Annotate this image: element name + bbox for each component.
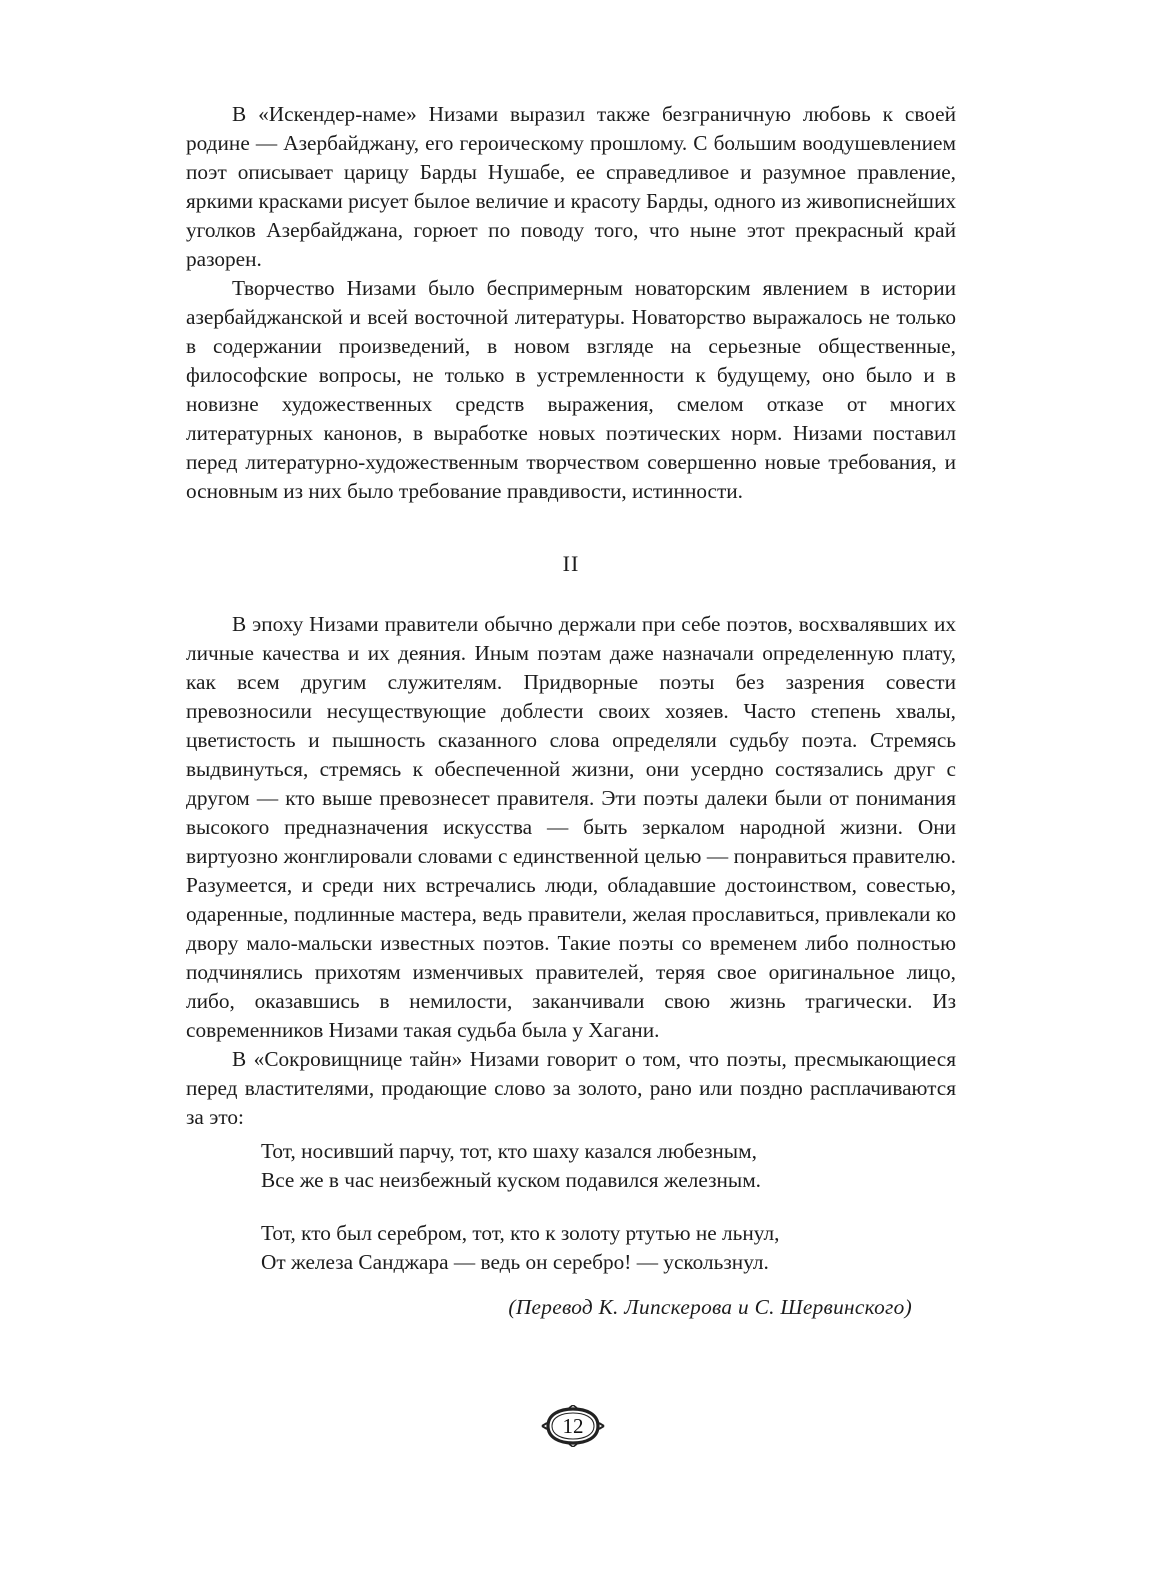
paragraph: В «Искендер-наме» Низами выразил также безграничную любовь к своей родине — Азербайджану, его героическому прошлому. С большим воодушевлением поэт описывает царицу Барды Нушабе, ее справедливое и разумное правление, яркими красками рисует былое величие и красоту Барды, одного из живописнейших уголков Азербайджана, горюет по поводу того, что ныне этот прекрасный край разорен. [186, 102, 956, 271]
verse-line: Тот, кто был серебром, тот, кто к золоту ртутью не льнул, [261, 1221, 780, 1245]
paragraph: Творчество Низами было беспримерным новаторским явлением в истории азербайджанской и всей восточной литературы. Новаторство выражалось не только в содержании произведений, в новом взгляде на серьезные общественные, философские вопросы, не только в устремленности к будущему, оно было и в новизне художественных средств выражения, смелом отказе от многих литературных канонов, в выработке новых поэтических норм. Низами поставил перед литературно-художественным творчеством совершенно новые требования, и основным из них было требование правдивости, истинности. [186, 276, 956, 503]
verse-stanza [261, 1137, 956, 1195]
verse-line: От железа Санджара — ведь он серебро! — ускользнул. [261, 1250, 769, 1274]
section-heading: II [562, 551, 580, 576]
paragraph: В «Сокровищнице тайн» Низами говорит о том, что поэты, пресмыкающиеся перед властителями, продающие слово за золото, рано или поздно расплачиваются за это: [186, 1047, 956, 1129]
document-body [186, 100, 956, 1322]
page-number [540, 1405, 606, 1447]
verse-quote [261, 1137, 956, 1277]
verse-stanza [261, 1219, 956, 1277]
translation-attribution: (Перевод К. Липскерова и С. Шервинского) [508, 1295, 912, 1319]
verse-line: Тот, носивший парчу, тот, кто шаху казался любезным, [261, 1139, 757, 1163]
paragraph: В эпоху Низами правители обычно держали при себе поэтов, восхвалявших их личные качества и их деяния. Иным поэтам даже назначали определенную плату, как всем другим служителям. Придворные поэты без зазрения совести превозносили несуществующие доблести своих хозяев. Часто степень хвалы, цветистость и пышность сказанного слова определяли судьбу поэта. Стремясь выдвинуться, стремясь к обеспеченной жизни, они усердно состязались друг с другом — кто выше превознесет правителя. Эти поэты далеки были от понимания высокого предназначения искусства — быть зеркалом народной жизни. Они виртуозно жонглировали словами с единственной целью — понравиться правителю. Разумеется, и среди них встречались люди, обладавшие достоинством, совестью, одаренные, подлинные мастера, ведь правители, желая прославиться, привлекали ко двору мало-мальски известных поэтов. Такие поэты со временем либо полностью подчинялись прихотям изменчивых правителей, теряя свое оригинальное лицо, либо, оказавшись в немилости, заканчивали свою жизнь трагически. Из современников Низами такая судьба была у Хагани. [186, 612, 956, 1042]
verse-line: Все же в час неизбежный куском подавился железным. [261, 1168, 762, 1192]
page-number-value: 12 [562, 1414, 584, 1438]
